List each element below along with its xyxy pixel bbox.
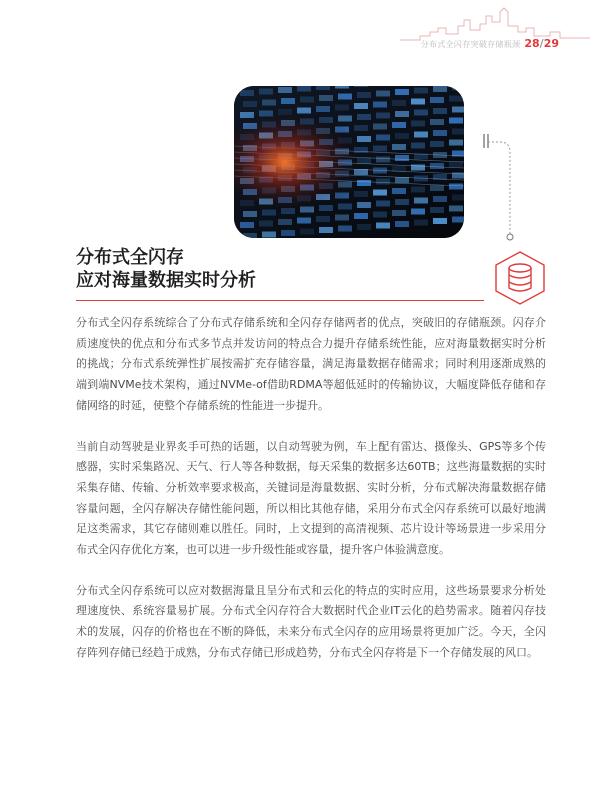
hero-image	[234, 86, 464, 238]
page-header	[421, 37, 559, 50]
paragraph-3: 分布式全闪存系统可以应对数据海量且呈分布式和云化的特点的实时应用，这些场景要求分析处理速度快、系统容量易扩展。分布式全闪存符合大数据时代企业IT云化的趋势需求。随着闪存技术的发展，闪存的价格也在不断的降低，未来分布式全闪存的应用场景将更加广泛。今天，全闪存阵列存储已经趋于成熟，分布式存储已形成趋势，分布式全闪存将是下一个存储发展的风口。	[76, 583, 546, 659]
section-title-line1: 分布式全闪存	[76, 247, 184, 268]
connector-line	[470, 130, 530, 242]
title-underline	[76, 300, 484, 301]
paragraph-2: 当前自动驾驶是业界炙手可热的话题，以自动驾驶为例，车上配有雷达、摄像头、GPS等多个传感器，实时采集路况、天气、行人等各种数据，每天采集的数据多达60TB；这些海量数据的实时采集存储、传输、分析效率要求极高，关键词是海量数据、实时分析，分布式解决海量数据存储容量问题，全闪存解决存储性能问题，所以相比其他存储，采用分布式全闪存系统可以最好地满足这类需求，其它存储则难以胜任。同时，上文提到的高清视频、芯片设计等场景进一步采用分布式全闪存优化方案，也可以进一步升级性能或容量，提升客户体验满意度。	[76, 439, 546, 557]
section-title-line2: 应对海量数据实时分析	[76, 270, 256, 291]
body-text	[76, 313, 546, 684]
page-current: 28	[524, 37, 540, 50]
section-title	[76, 246, 256, 292]
server-rack-light-image	[234, 86, 464, 238]
paragraph-1: 分布式全闪存系统综合了分布式存储系统和全闪存存储两者的优点，突破旧的存储瓶颈。闪存介质速度快的优点和分布式多节点并发访问的特点合力提升存储系统性能，应对海量数据实时分析的挑战；分布式系统弹性扩展按需扩充存储容量，满足海量数据存储需求；同时利用逐渐成熟的端到端NVMe技术架构，通过NVMe-of借助RDMA等超低延时的传输协议，大幅度降低存储和存储网络的时延，使整个存储系统的性能进一步提升。	[76, 316, 546, 412]
page-number: 28/29	[524, 37, 559, 50]
database-icon	[492, 250, 548, 306]
page-total: 29	[543, 37, 559, 50]
header-title: 分布式全闪存突破存储瓶颈	[420, 40, 521, 49]
